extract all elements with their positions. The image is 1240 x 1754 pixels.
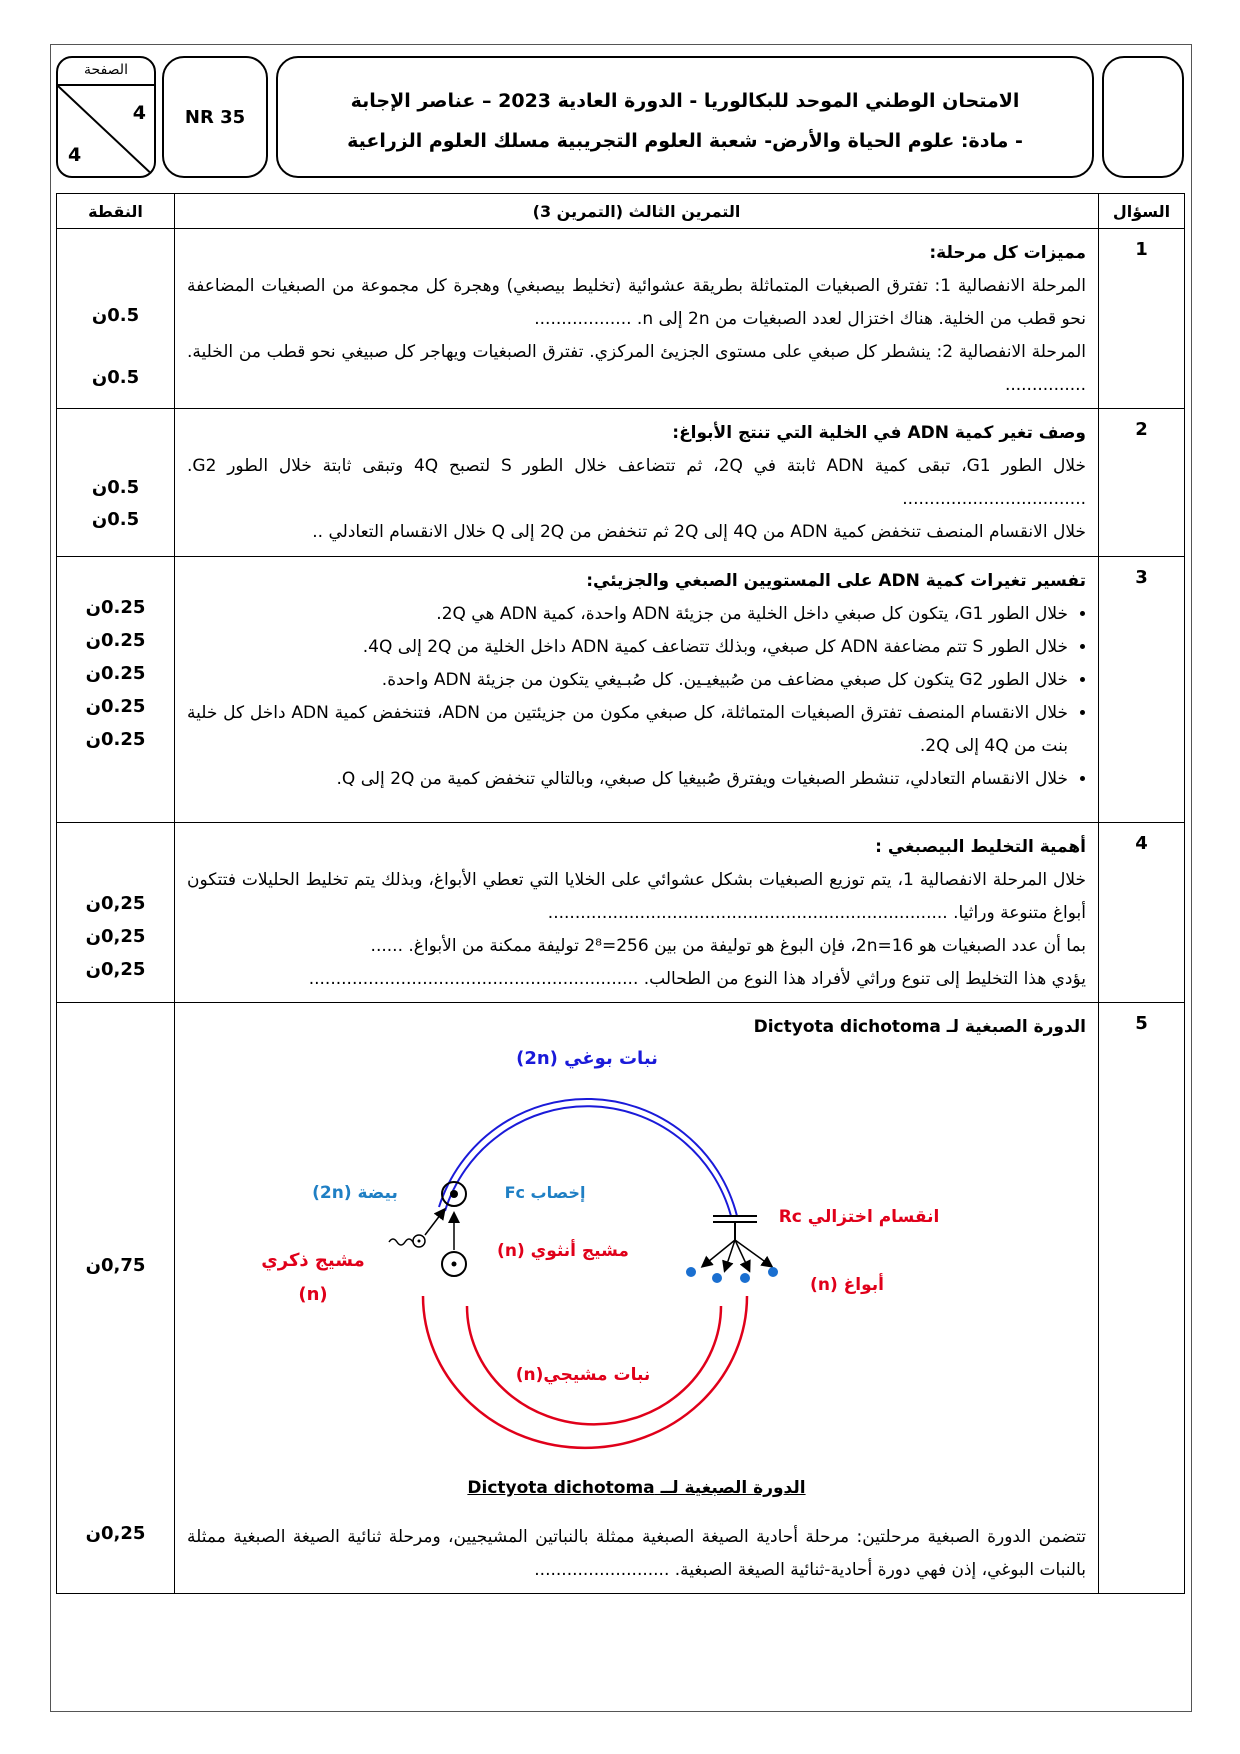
question-number: 2 (1099, 409, 1185, 557)
points-value: 0,75ن (85, 1255, 146, 1276)
header-empty-box (1102, 56, 1184, 178)
list-item: • خلال الانقسام التعادلي، تنشطر الصبغيات ويفترق صُبيغيا كل صبغي، وبالتالي تنخفض كمية من 2Q إلى Q. (187, 763, 1068, 796)
spore (686, 1267, 696, 1277)
answer-cell (175, 557, 1099, 823)
points-cell (57, 409, 175, 557)
table-row (57, 229, 1185, 409)
answers-table (56, 193, 1185, 1594)
points-value: 0.5ن (91, 477, 140, 498)
points-value: 0.5ن (91, 367, 140, 388)
spore (712, 1273, 722, 1283)
egg-nucleus (450, 1190, 458, 1198)
points-value: 0.25ن (85, 663, 146, 684)
points-value: 0.5ن (91, 305, 140, 326)
male-gamete-label: مشيج ذكري (261, 1250, 365, 1271)
points-cell (57, 823, 175, 1003)
points-value: 0.25ن (85, 696, 146, 717)
page-current: 4 (132, 102, 146, 124)
female-gamete-label: مشيج أنثوي (n) (497, 1241, 629, 1261)
answer-title: وصف تغير كمية ADN في الخلية التي تنتج الأبواغ: (672, 423, 1086, 443)
col-question: السؤال (1099, 194, 1185, 229)
female-gamete-nucleus (452, 1262, 457, 1267)
points-value: 0.25ن (85, 729, 146, 750)
exam-title: الامتحان الوطني الموحد للبكالوريا - الدورة العادية 2023 – عناصر الإجابة (350, 90, 1020, 112)
answer-title: أهمية التخليط البيصبغي : (875, 837, 1086, 857)
points-value: 0,25ن (85, 926, 146, 947)
answer-cell (175, 409, 1099, 557)
sporophyte-arc-outer (439, 1099, 737, 1216)
points-cell (57, 1003, 175, 1594)
male-gamete-arrow (425, 1210, 444, 1235)
answer-paragraph: بما أن عدد الصبغيات هو 2n=16، فإن البوغ هو توليفة من بين 256=2⁸ توليفة ممكنة من الأبواغ. ...... (370, 936, 1086, 956)
question-number: 1 (1099, 229, 1185, 409)
page-label: الصفحة (58, 62, 154, 86)
exam-code-box (162, 56, 268, 178)
question-number: 5 (1099, 1003, 1185, 1594)
exam-subject: - مادة: علوم الحياة والأرض- شعبة العلوم التجريبية مسلك العلوم الزراعية (347, 130, 1023, 152)
page-total: 4 (68, 144, 82, 166)
points-value: 0.5ن (91, 509, 140, 530)
table-row (57, 823, 1185, 1003)
points-value: 0,25ن (85, 1523, 146, 1544)
list-item: • خلال الطور G1، يتكون كل صبغي داخل الخلية من جزيئة ADN واحدة، كمية ADN هي 2Q. (187, 598, 1068, 631)
table-header-row (57, 194, 1185, 229)
question-number: 3 (1099, 557, 1185, 823)
list-item: • خلال الانقسام المنصف تفترق الصبغيات المتماثلة، كل صبغي مكون من جزيئتين من ADN، فتنخفض كمية ADN داخل كل خلية بنت من 4Q إلى 2Q. (187, 697, 1068, 763)
spore (740, 1273, 750, 1283)
spores-label: أبواغ (n) (810, 1275, 884, 1295)
cycle-svg (187, 1044, 1085, 1464)
answer-title: الدورة الصبغية لـ Dictyota dichotoma (753, 1017, 1086, 1037)
answer-list (187, 598, 1086, 796)
answer-paragraph: المرحلة الانفصالية 1: تفترق الصبغيات المتماثلة بطريقة عشوائية (تخليط بيصبغي) وهجرة كل مجموعة من الصبغيات المضاعفة نحو قطب من الخلية. هناك اختزال لعدد الصبغيات من 2n إلى n. .................. (187, 276, 1086, 329)
page-number-box (56, 56, 156, 178)
answer-paragraph: تتضمن الدورة الصبغية مرحلتين: مرحلة أحادية الصيغة الصبغية ممثلة بالنباتين المشيجيين، ومرحلة ثنائية الصيغة الصبغية ممثلة بالنبات البوغي، إذن فهي دورة أحادية-ثنائية الصيغة الصبغية. ......................... (187, 1527, 1086, 1580)
chromosomal-cycle-diagram (187, 1044, 1086, 1464)
sporophyte-label: نبات بوغي (2n) (516, 1048, 658, 1069)
question-number: 4 (1099, 823, 1185, 1003)
answer-cell (175, 229, 1099, 409)
answer-title: تفسير تغيرات كمية ADN على المستويين الصبغي والجزيئي: (586, 571, 1086, 591)
male-gamete-nucleus (418, 1240, 421, 1243)
answer-paragraph: المرحلة الانفصالية 2: ينشطر كل صبغي على مستوى الجزيئ المركزي. تفترق الصبغيات ويهاجر كل صبيغي نحو قطب من الخلية. ............... (187, 342, 1087, 395)
exam-code: NR 35 (184, 106, 246, 128)
answer-cell (175, 823, 1099, 1003)
answer-paragraph: يؤدي هذا التخليط إلى تنوع وراثي لأفراد هذا النوع من الطحالب. ............................................................. (308, 969, 1086, 989)
header-title-box (276, 56, 1094, 178)
points-value: 0,25ن (85, 893, 146, 914)
male-gamete-flagellum (389, 1239, 413, 1245)
points-cell (57, 557, 175, 823)
gametophyte-label: نبات مشيجي(n) (515, 1365, 651, 1385)
table-row (57, 409, 1185, 557)
fertilization-label: إخصاب Fc (504, 1183, 586, 1202)
col-points: النقطة (57, 194, 175, 229)
male-gamete-ploidy-label: (n) (298, 1284, 328, 1305)
diagram-caption: الدورة الصبغية لــ Dictyota dichotoma (467, 1478, 806, 1498)
answer-cell (175, 1003, 1099, 1594)
list-item: • خلال الطور G2 يتكون كل صبغي مضاعف من صُبيغيـين. كل صُبـيغي يتكون من جزيئة ADN واحدة. (187, 664, 1068, 697)
sporophyte-arc-inner (445, 1106, 731, 1216)
points-value: 0.25ن (85, 597, 146, 618)
list-item: • خلال الطور S تتم مضاعفة ADN كل صبغي، وبذلك تتضاعف كمية ADN داخل الخلية من 2Q إلى 4Q. (187, 631, 1068, 664)
egg-label: بيضة (2n) (312, 1183, 398, 1203)
points-value: 0,25ن (85, 959, 146, 980)
table-row (57, 1003, 1185, 1594)
meiosis-label: انقسام اختزالي Rc (778, 1207, 940, 1227)
answer-paragraph: خلال الطور G1، تبقى كمية ADN ثابتة في 2Q، ثم تتضاعف خلال الطور S لتصبح 4Q وتبقى ثابتة خلال الطور G2. .................................. (187, 456, 1087, 509)
answer-paragraph: خلال الانقسام المنصف تنخفض كمية ADN من 4Q إلى 2Q ثم تنخفض من 2Q إلى Q خلال الانقسام التعادلي .. (312, 522, 1086, 542)
table-row (57, 557, 1185, 823)
points-cell (57, 229, 175, 409)
points-value: 0.25ن (85, 630, 146, 651)
answer-title: مميزات كل مرحلة: (929, 243, 1086, 263)
spore (768, 1267, 778, 1277)
answer-paragraph: خلال المرحلة الانفصالية 1، يتم توزيع الصبغيات بشكل عشوائي على الخلايا التي تعطي الأبواغ، وبذلك يتم تخليط الحليلات فتتكون أبواغ متنوعة وراثيا. .......................................................................... (187, 870, 1086, 923)
col-title: التمرين الثالث (التمرين 3) (175, 194, 1099, 229)
